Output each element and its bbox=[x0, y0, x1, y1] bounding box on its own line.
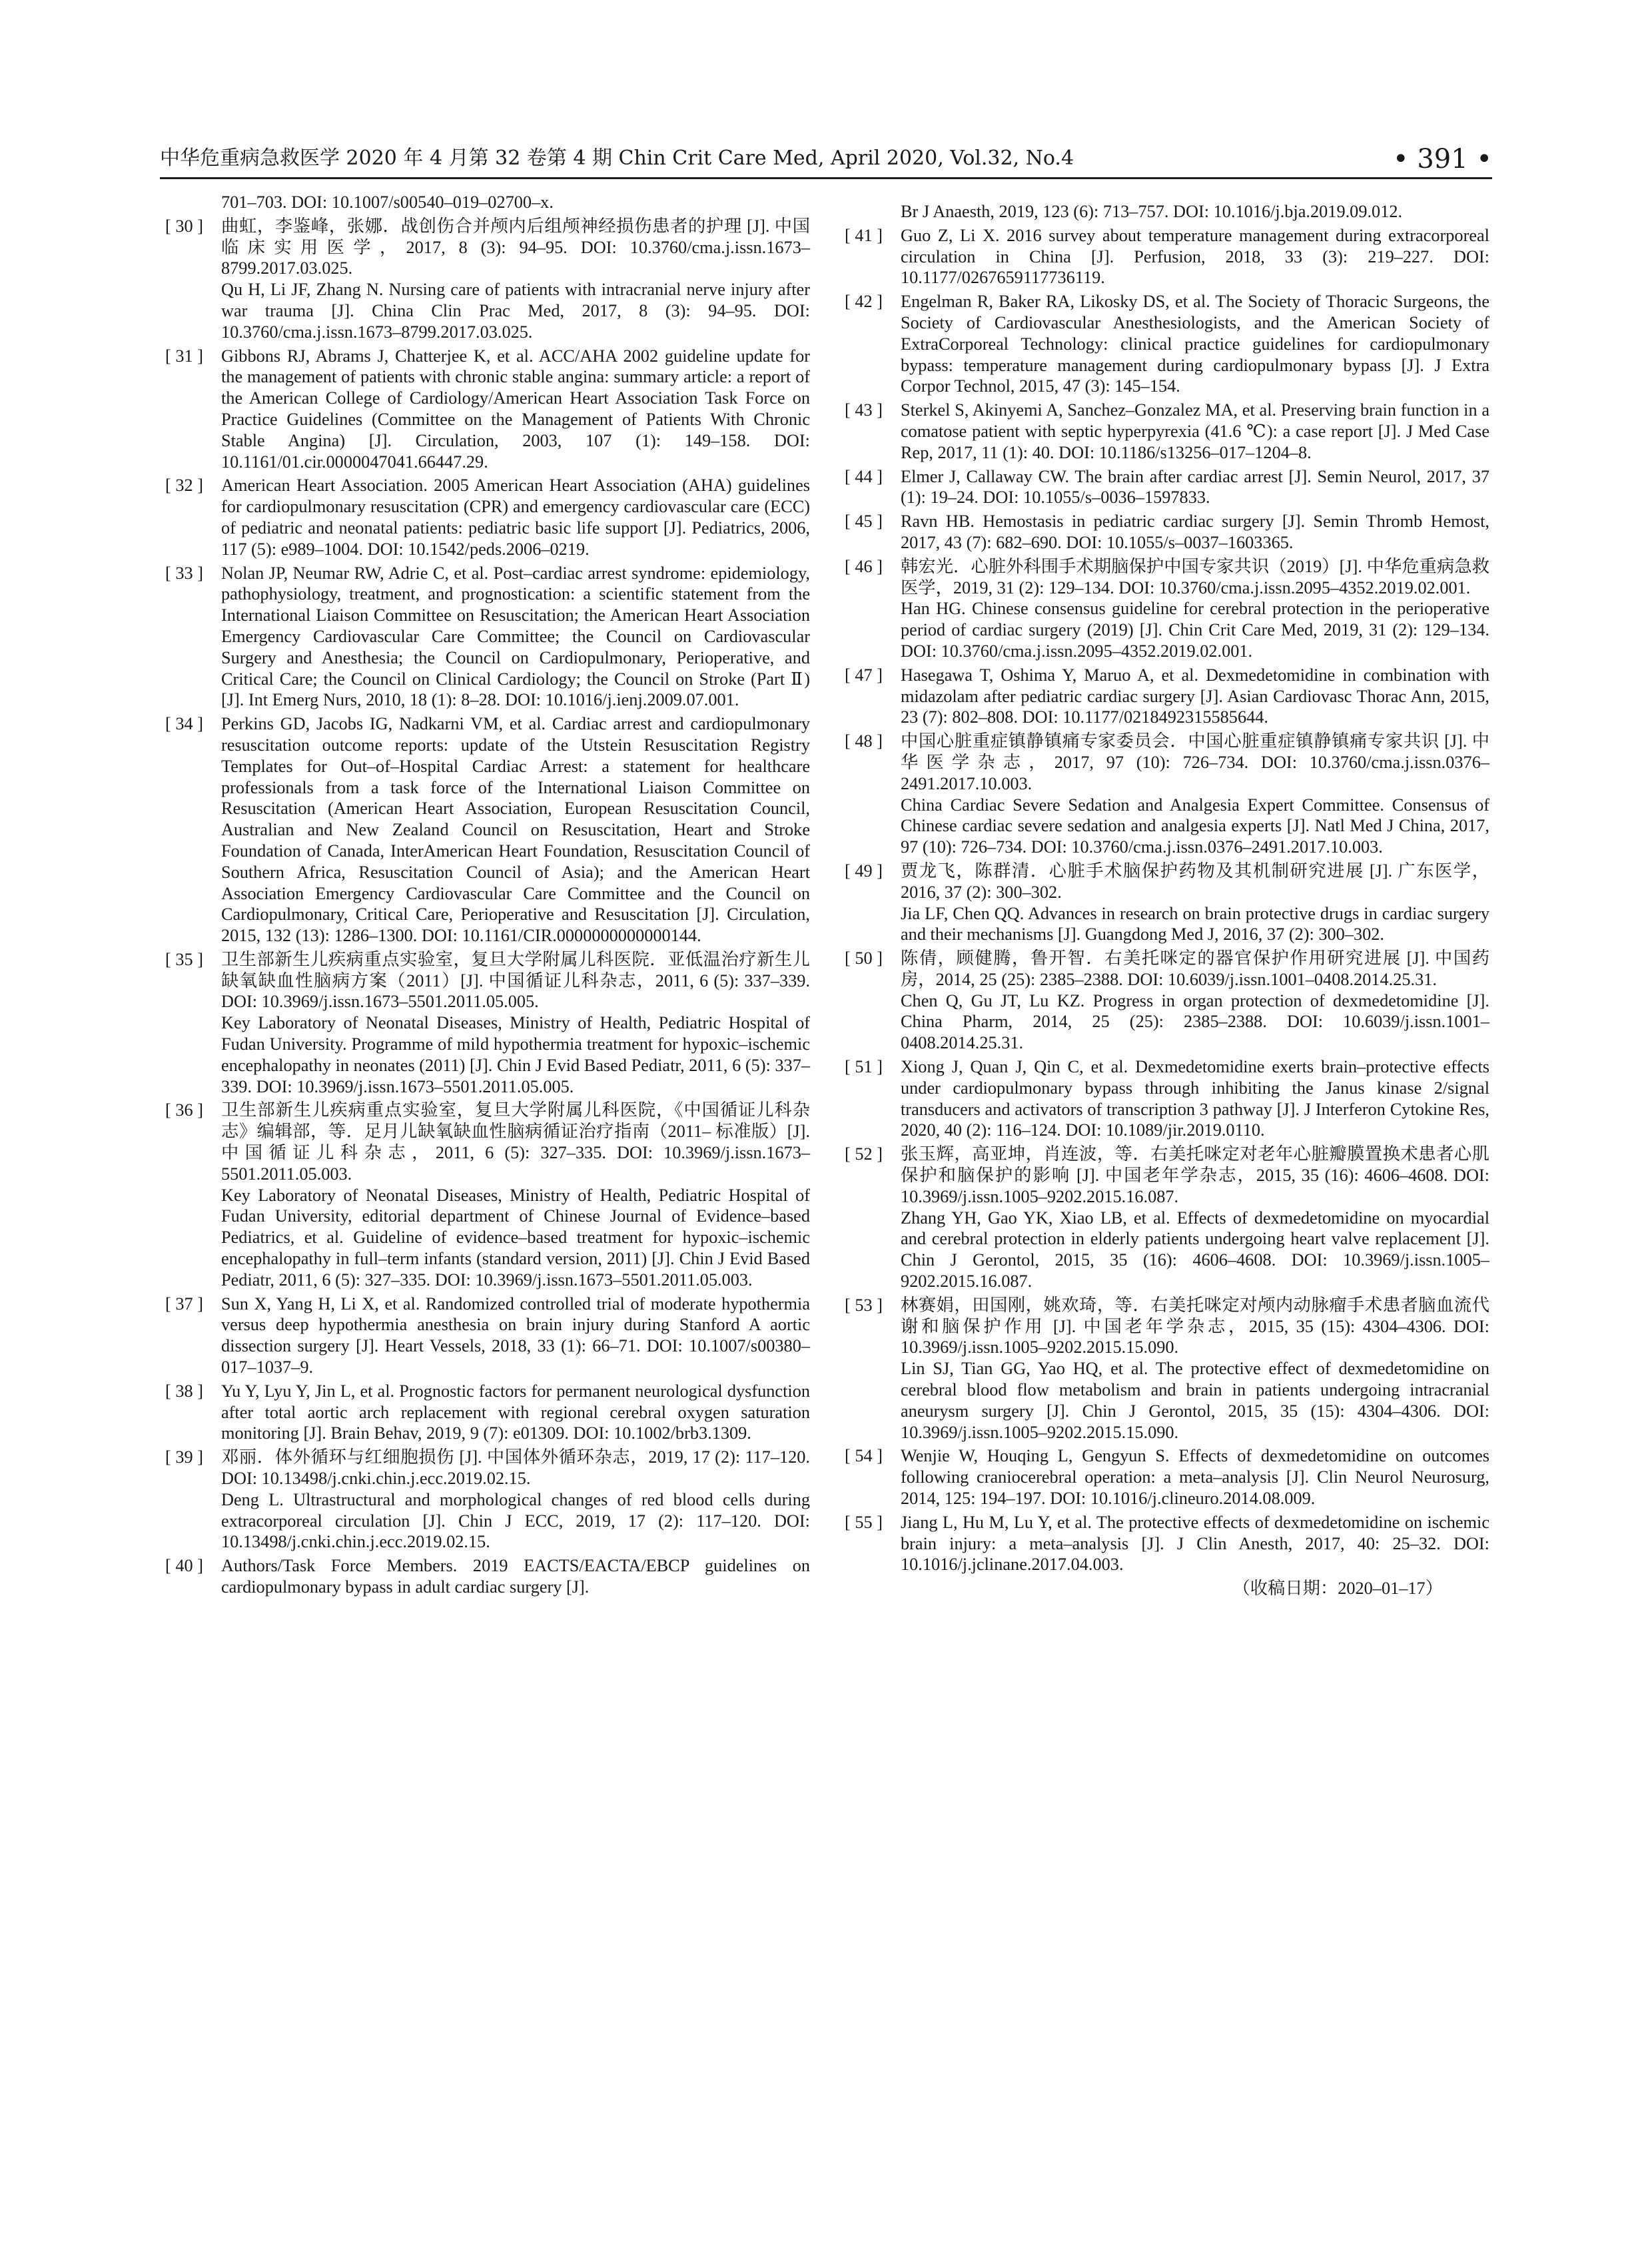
reference-item bbox=[165, 216, 810, 343]
reference-item bbox=[165, 1555, 810, 1598]
reference-item bbox=[845, 1512, 1489, 1575]
reference-text: Wenjie W, Houqing L, Gengyun S. Effects of dexmedetomidine on outcomes following craniocerebral operation: a meta–analysis [J]. Clin Neurol Neurosurg, 2014, 125: 194–197. DOI: 10.1016/j.clineuro.2014.08.009. bbox=[901, 1446, 1489, 1509]
reference-item bbox=[165, 1100, 810, 1290]
reference-english-translation: Key Laboratory of Neonatal Diseases, Ministry of Health, Pediatric Hospital of Fudan University, editorial department of Chinese Journal of Evidence–based Pediatrics, et al. Guideline of evidence–based treatment for hypoxic–ischemic encephalopathy in full–term infants (standard version, 2011) [J]. Chin J Evid Based Pediatr, 2011, 6 (5): 327–335. DOI: 10.3969/j.issn.1673–5501.2011.05.003. bbox=[221, 1185, 810, 1290]
reference-number: [ 36 ] bbox=[165, 1100, 203, 1120]
reference-text: 陈倩，顾健腾，鲁开智．右美托咪定的器官保护作用研究进展 [J]. 中国药房，2014, 25 (25): 2385–2388. DOI: 10.6039/j.issn.1001–0408.2014.25.31. bbox=[901, 948, 1489, 989]
reference-number: [ 45 ] bbox=[845, 512, 883, 532]
reference-english-translation: Deng L. Ultrastructural and morphological changes of red blood cells during extracorporeal circulation [J]. Chin J ECC, 2019, 17 (2): 117–120. DOI: 10.13498/j.cnki.chin.j.ecc.2019.02.15. bbox=[221, 1489, 810, 1552]
reference-text: Xiong J, Quan J, Qin C, et al. Dexmedetomidine exerts brain–protective effects under cardiopulmonary bypass through inhibiting the Janus kinase 2/signal transducers and activators of transcription 3 pathway [J]. J Interferon Cytokine Res, 2020, 40 (2): 116–124. DOI: 10.1089/jir.2019.0110. bbox=[901, 1057, 1489, 1140]
reference-item bbox=[165, 949, 810, 1098]
reference-item bbox=[845, 731, 1489, 858]
reference-number: [ 54 ] bbox=[845, 1446, 883, 1466]
reference-text: 中国心脏重症镇静镇痛专家委员会．中国心脏重症镇静镇痛专家共识 [J]. 中华医学杂志，2017, 97 (10): 726–734. DOI: 10.3760/cma.j.issn.0376–2491.2017.10.003. bbox=[901, 731, 1489, 793]
reference-text: Hasegawa T, Oshima Y, Maruo A, et al. Dexmedetomidine in combination with midazolam after pediatric cardiac surgery [J]. Asian Cardiovasc Thorac Ann, 2015, 23 (7): 802–808. DOI: 10.1177/0218492315585644. bbox=[901, 665, 1489, 727]
reference-number: [ 48 ] bbox=[845, 731, 883, 751]
reference-item bbox=[845, 948, 1489, 1054]
left-column bbox=[165, 192, 810, 1601]
reference-item bbox=[845, 225, 1489, 288]
reference-text: Perkins GD, Jacobs IG, Nadkarni VM, et al. Cardiac arrest and cardiopulmonary resuscitation outcome reports: update of the Utstein Resuscitation Registry Templates for Out–of–Hospital Cardiac Arrest: a statement for healthcare professionals from a task force of the International Liaison Committee on Resuscitation (American Heart Association, European Resuscitation Council, Australian and New Zealand Council on Resuscitation, Heart and Stroke Foundation of Canada, InterAmerican Heart Foundation, Resuscitation Council of Southern Africa, Resuscitation Council of Asia); and the American Heart Association Emergency Cardiovascular Care Committee and the Council on Cardiopulmonary, Critical Care, Perioperative and Resuscitation [J]. Circulation, 2015, 132 (13): 1286–1300. DOI: 10.1161/CIR.0000000000000144. bbox=[221, 714, 810, 946]
reference-text: Engelman R, Baker RA, Likosky DS, et al. The Society of Thoracic Surgeons, the Society of Cardiovascular Anesthesiologists, and the American Society of ExtraCorporeal Technology: clinical practice guidelines for cardiopulmonary bypass: temperature management during cardiopulmonary bypass [J]. J Extra Corpor Technol, 2015, 47 (3): 145–154. bbox=[901, 292, 1489, 396]
reference-number: [ 52 ] bbox=[845, 1144, 883, 1164]
reference-english-translation: Han HG. Chinese consensus guideline for cerebral protection in the perioperative period of cardiac surgery (2019) [J]. Chin Crit Care Med, 2019, 31 (2): 129–134. DOI: 10.3760/cma.j.issn.2095–4352.2019.02.001. bbox=[901, 599, 1489, 661]
reference-english-translation: Qu H, Li JF, Zhang N. Nursing care of patients with intracranial nerve injury after war trauma [J]. China Clin Prac Med, 2017, 8 (3): 94–95. DOI: 10.3760/cma.j.issn.1673–8799.2017.03.025. bbox=[221, 280, 810, 342]
reference-list bbox=[165, 216, 810, 1598]
reference-continuation: 701–703. DOI: 10.1007/s00540–019–02700–x. bbox=[221, 192, 554, 212]
running-header bbox=[160, 131, 1492, 179]
reference-number: [ 37 ] bbox=[165, 1294, 203, 1313]
reference-number: [ 34 ] bbox=[165, 714, 203, 734]
journal-citation: 中华危重病急救医学 2020 年 4 月第 32 卷第 4 期 Chin Crit Care Med, April 2020, Vol.32, No.4 bbox=[160, 147, 1074, 170]
reference-text: 林赛娟，田国刚，姚欢琦，等．右美托咪定对颅内动脉瘤手术患者脑血流代谢和脑保护作用 [J]. 中国老年学杂志，2015, 35 (15): 4304–4306. DOI: 10.3969/j.issn.1005–9202.2015.15.090. bbox=[901, 1295, 1489, 1357]
reference-item bbox=[845, 1295, 1489, 1443]
reference-number: [ 32 ] bbox=[165, 476, 203, 496]
reference-continuation: Br J Anaesth, 2019, 123 (6): 713–757. DOI: 10.1016/j.bja.2019.09.012. bbox=[901, 202, 1403, 221]
reference-text: Gibbons RJ, Abrams J, Chatterjee K, et al. ACC/AHA 2002 guideline update for the management of patients with chronic stable angina: summary article: a report of the American College of Cardiology/American Heart Association Task Force on Practice Guidelines (Committee on the Management of Patients With Chronic Stable Angina) [J]. Circulation, 2003, 107 (1): 149–158. DOI: 10.1161/01.cir.0000047041.66447.29. bbox=[221, 346, 810, 472]
reference-text: American Heart Association. 2005 American Heart Association (AHA) guidelines for cardiopulmonary resuscitation (CPR) and emergency cardiovascular care (ECC) of pediatric and neonatal patients: pediatric basic life support [J]. Pediatrics, 2006, 117 (5): e989–1004. DOI: 10.1542/peds.2006–0219. bbox=[221, 476, 810, 559]
reference-text: Sterkel S, Akinyemi A, Sanchez–Gonzalez MA, et al. Preserving brain function in a comatose patient with septic hyperpyrexia (41.6 ℃): a case report [J]. J Med Case Rep, 2017, 11 (1): 40. DOI: 10.1186/s13256–017–1204–8. bbox=[901, 400, 1489, 462]
reference-number: [ 35 ] bbox=[165, 949, 203, 969]
reference-item bbox=[845, 1445, 1489, 1509]
reference-number: [ 49 ] bbox=[845, 861, 883, 881]
reference-text: 卫生部新生儿疾病重点实验室，复旦大学附属儿科医院．亚低温治疗新生儿缺氧缺血性脑病方案（2011）[J]. 中国循证儿科杂志，2011, 6 (5): 337–339. DOI: 10.3969/j.issn.1673–5501.2011.05.005. bbox=[221, 949, 810, 1012]
reference-number: [ 42 ] bbox=[845, 292, 883, 312]
reference-item bbox=[845, 291, 1489, 397]
reference-english-translation: Chen Q, Gu JT, Lu KZ. Progress in organ protection of dexmedetomidine [J]. China Pharm, 2014, 25 (25): 2385–2388. DOI: 10.6039/j.issn.1001–0408.2014.25.31. bbox=[901, 990, 1489, 1053]
reference-list bbox=[845, 225, 1489, 1575]
reference-item bbox=[165, 346, 810, 473]
reference-text: 曲虹，李鉴峰，张娜．战创伤合并颅内后组颅神经损伤患者的护理 [J]. 中国临床实用医学，2017, 8 (3): 94–95. DOI: 10.3760/cma.j.issn.1673–8799.2017.03.025. bbox=[221, 216, 810, 278]
reference-item bbox=[845, 861, 1489, 945]
reference-text: 张玉辉，高亚坤，肖连波，等．右美托咪定对老年心脏瓣膜置换术患者心肌保护和脑保护的影响 [J]. 中国老年学杂志，2015, 35 (16): 4606–4608. DOI: 10.3969/j.issn.1005–9202.2015.16.087. bbox=[901, 1144, 1489, 1206]
reference-text: Yu Y, Lyu Y, Jin L, et al. Prognostic factors for permanent neurological dysfunction after total aortic arch replacement with regional cerebral oxygen saturation monitoring [J]. Brain Behav, 2019, 9 (7): e01309. DOI: 10.1002/brb3.1309. bbox=[221, 1381, 810, 1443]
reference-text: 邓丽．体外循环与红细胞损伤 [J]. 中国体外循环杂志，2019, 17 (2): 117–120. DOI: 10.13498/j.cnki.chin.j.ecc.2019.02.15. bbox=[221, 1447, 810, 1489]
reference-number: [ 47 ] bbox=[845, 665, 883, 685]
reference-item bbox=[165, 1381, 810, 1444]
reference-item bbox=[165, 1447, 810, 1553]
reference-text: Ravn HB. Hemostasis in pediatric cardiac surgery [J]. Semin Thromb Hemost, 2017, 43 (7): 682–690. DOI: 10.1055/s–0037–1603365. bbox=[901, 512, 1489, 552]
reference-item bbox=[165, 563, 810, 711]
reference-text: Authors/Task Force Members. 2019 EACTS/EACTA/EBCP guidelines on cardiopulmonary bypass in adult cardiac surgery [J]. bbox=[221, 1556, 810, 1597]
reference-item bbox=[165, 1294, 810, 1378]
reference-number: [ 39 ] bbox=[165, 1447, 203, 1467]
reference-item bbox=[845, 511, 1489, 554]
reference-text: Elmer J, Callaway CW. The brain after cardiac arrest [J]. Semin Neurol, 2017, 37 (1): 19–24. DOI: 10.1055/s–0036–1597833. bbox=[901, 466, 1489, 508]
reference-text: Nolan JP, Neumar RW, Adrie C, et al. Post–cardiac arrest syndrome: epidemiology, pathophysiology, treatment, and prognostication: a scientific statement from the International Liaison Committee on Resuscitation; the American Heart Association Emergency Cardiovascular Care Committee; the Council on Cardiovascular Surgery and Anesthesia; the Council on Cardiopulmonary, Perioperative, and Critical Care; the Council on Clinical Cardiology; the Council on Stroke (Part Ⅱ) [J]. Int Emerg Nurs, 2010, 18 (1): 8–28. DOI: 10.1016/j.ienj.2009.07.001. bbox=[221, 563, 810, 710]
reference-english-translation: Zhang YH, Gao YK, Xiao LB, et al. Effects of dexmedetomidine on myocardial and cerebral protection in elderly patients undergoing heart valve replacement [J]. Chin J Gerontol, 2015, 35 (16): 4606–4608. DOI: 10.3969/j.issn.1005–9202.2015.16.087. bbox=[901, 1208, 1489, 1292]
page-number: • 391 • bbox=[1393, 144, 1492, 175]
reference-item bbox=[845, 400, 1489, 463]
received-date: （收稿日期：2020–01–17） bbox=[1232, 1579, 1443, 1599]
reference-text: 贾龙飞，陈群清．心脏手术脑保护药物及其机制研究进展 [J]. 广东医学，2016, 37 (2): 300–302. bbox=[901, 861, 1489, 902]
reference-item bbox=[165, 475, 810, 560]
reference-item bbox=[845, 466, 1489, 509]
reference-number: [ 43 ] bbox=[845, 400, 883, 420]
reference-number: [ 50 ] bbox=[845, 948, 883, 968]
reference-item bbox=[845, 1144, 1489, 1292]
reference-number: [ 55 ] bbox=[845, 1512, 883, 1532]
right-column bbox=[845, 201, 1489, 1599]
reference-number: [ 46 ] bbox=[845, 556, 883, 576]
reference-number: [ 53 ] bbox=[845, 1295, 883, 1315]
reference-number: [ 44 ] bbox=[845, 466, 883, 486]
reference-item bbox=[845, 1056, 1489, 1141]
reference-english-translation: Jia LF, Chen QQ. Advances in research on brain protective drugs in cardiac surgery and their mechanisms [J]. Guangdong Med J, 2016, 37 (2): 300–302. bbox=[901, 903, 1489, 944]
reference-number: [ 38 ] bbox=[165, 1381, 203, 1401]
reference-number: [ 30 ] bbox=[165, 216, 203, 236]
reference-number: [ 40 ] bbox=[165, 1556, 203, 1576]
reference-text: Sun X, Yang H, Li X, et al. Randomized controlled trial of moderate hypothermia versus deep hypothermia anesthesia on brain injury during Stanford A aortic dissection surgery [J]. Heart Vessels, 2018, 33 (1): 66–71. DOI: 10.1007/s00380–017–1037–9. bbox=[221, 1294, 810, 1377]
reference-number: [ 33 ] bbox=[165, 563, 203, 583]
reference-number: [ 31 ] bbox=[165, 346, 203, 366]
reference-text: 卫生部新生儿疾病重点实验室，复旦大学附属儿科医院，《中国循证儿科杂志》编辑部，等．足月儿缺氧缺血性脑病循证治疗指南（2011– 标准版）[J]. 中国循证儿科杂志，2011, 6 (5): 327–335. DOI: 10.3969/j.issn.1673–5501.2011.05.003. bbox=[221, 1100, 810, 1184]
reference-english-translation: Key Laboratory of Neonatal Diseases, Ministry of Health, Pediatric Hospital of Fudan University. Programme of mild hypothermia treatment for hypoxic–ischemic encephalopathy in neonates (2011) [J]. Chin J Evid Based Pediatr, 2011, 6 (5): 337–339. DOI: 10.3969/j.issn.1673–5501.2011.05.005. bbox=[221, 1013, 810, 1096]
reference-item bbox=[845, 665, 1489, 728]
reference-item bbox=[165, 713, 810, 946]
reference-english-translation: China Cardiac Severe Sedation and Analgesia Expert Committee. Consensus of Chinese cardiac severe sedation and analgesia experts [J]. Natl Med J China, 2017, 97 (10): 726–734. DOI: 10.3760/cma.j.issn.0376–2491.2017.10.003. bbox=[901, 795, 1489, 857]
reference-english-translation: Lin SJ, Tian GG, Yao HQ, et al. The protective effect of dexmedetomidine on cerebral blood flow metabolism and brain in patients undergoing intracranial aneurysm surgery [J]. Chin J Gerontol, 2015, 35 (15): 4304–4306. DOI: 10.3969/j.issn.1005–9202.2015.15.090. bbox=[901, 1359, 1489, 1442]
reference-text: 韩宏光．心脏外科围手术期脑保护中国专家共识（2019）[J]. 中华危重病急救医学，2019, 31 (2): 129–134. DOI: 10.3760/cma.j.issn.2095–4352.2019.02.001. bbox=[901, 556, 1489, 597]
reference-text: Guo Z, Li X. 2016 survey about temperature management during extracorporeal circulation in China [J]. Perfusion, 2018, 33 (3): 219–227. DOI: 10.1177/0267659117736119. bbox=[901, 225, 1489, 288]
reference-number: [ 41 ] bbox=[845, 225, 883, 245]
reference-item bbox=[845, 556, 1489, 662]
reference-number: [ 51 ] bbox=[845, 1057, 883, 1077]
reference-text: Jiang L, Hu M, Lu Y, et al. The protective effects of dexmedetomidine on ischemic brain injury: a meta–analysis [J]. J Clin Anesth, 2017, 40: 25–32. DOI: 10.1016/j.jclinane.2017.04.003. bbox=[901, 1512, 1489, 1575]
